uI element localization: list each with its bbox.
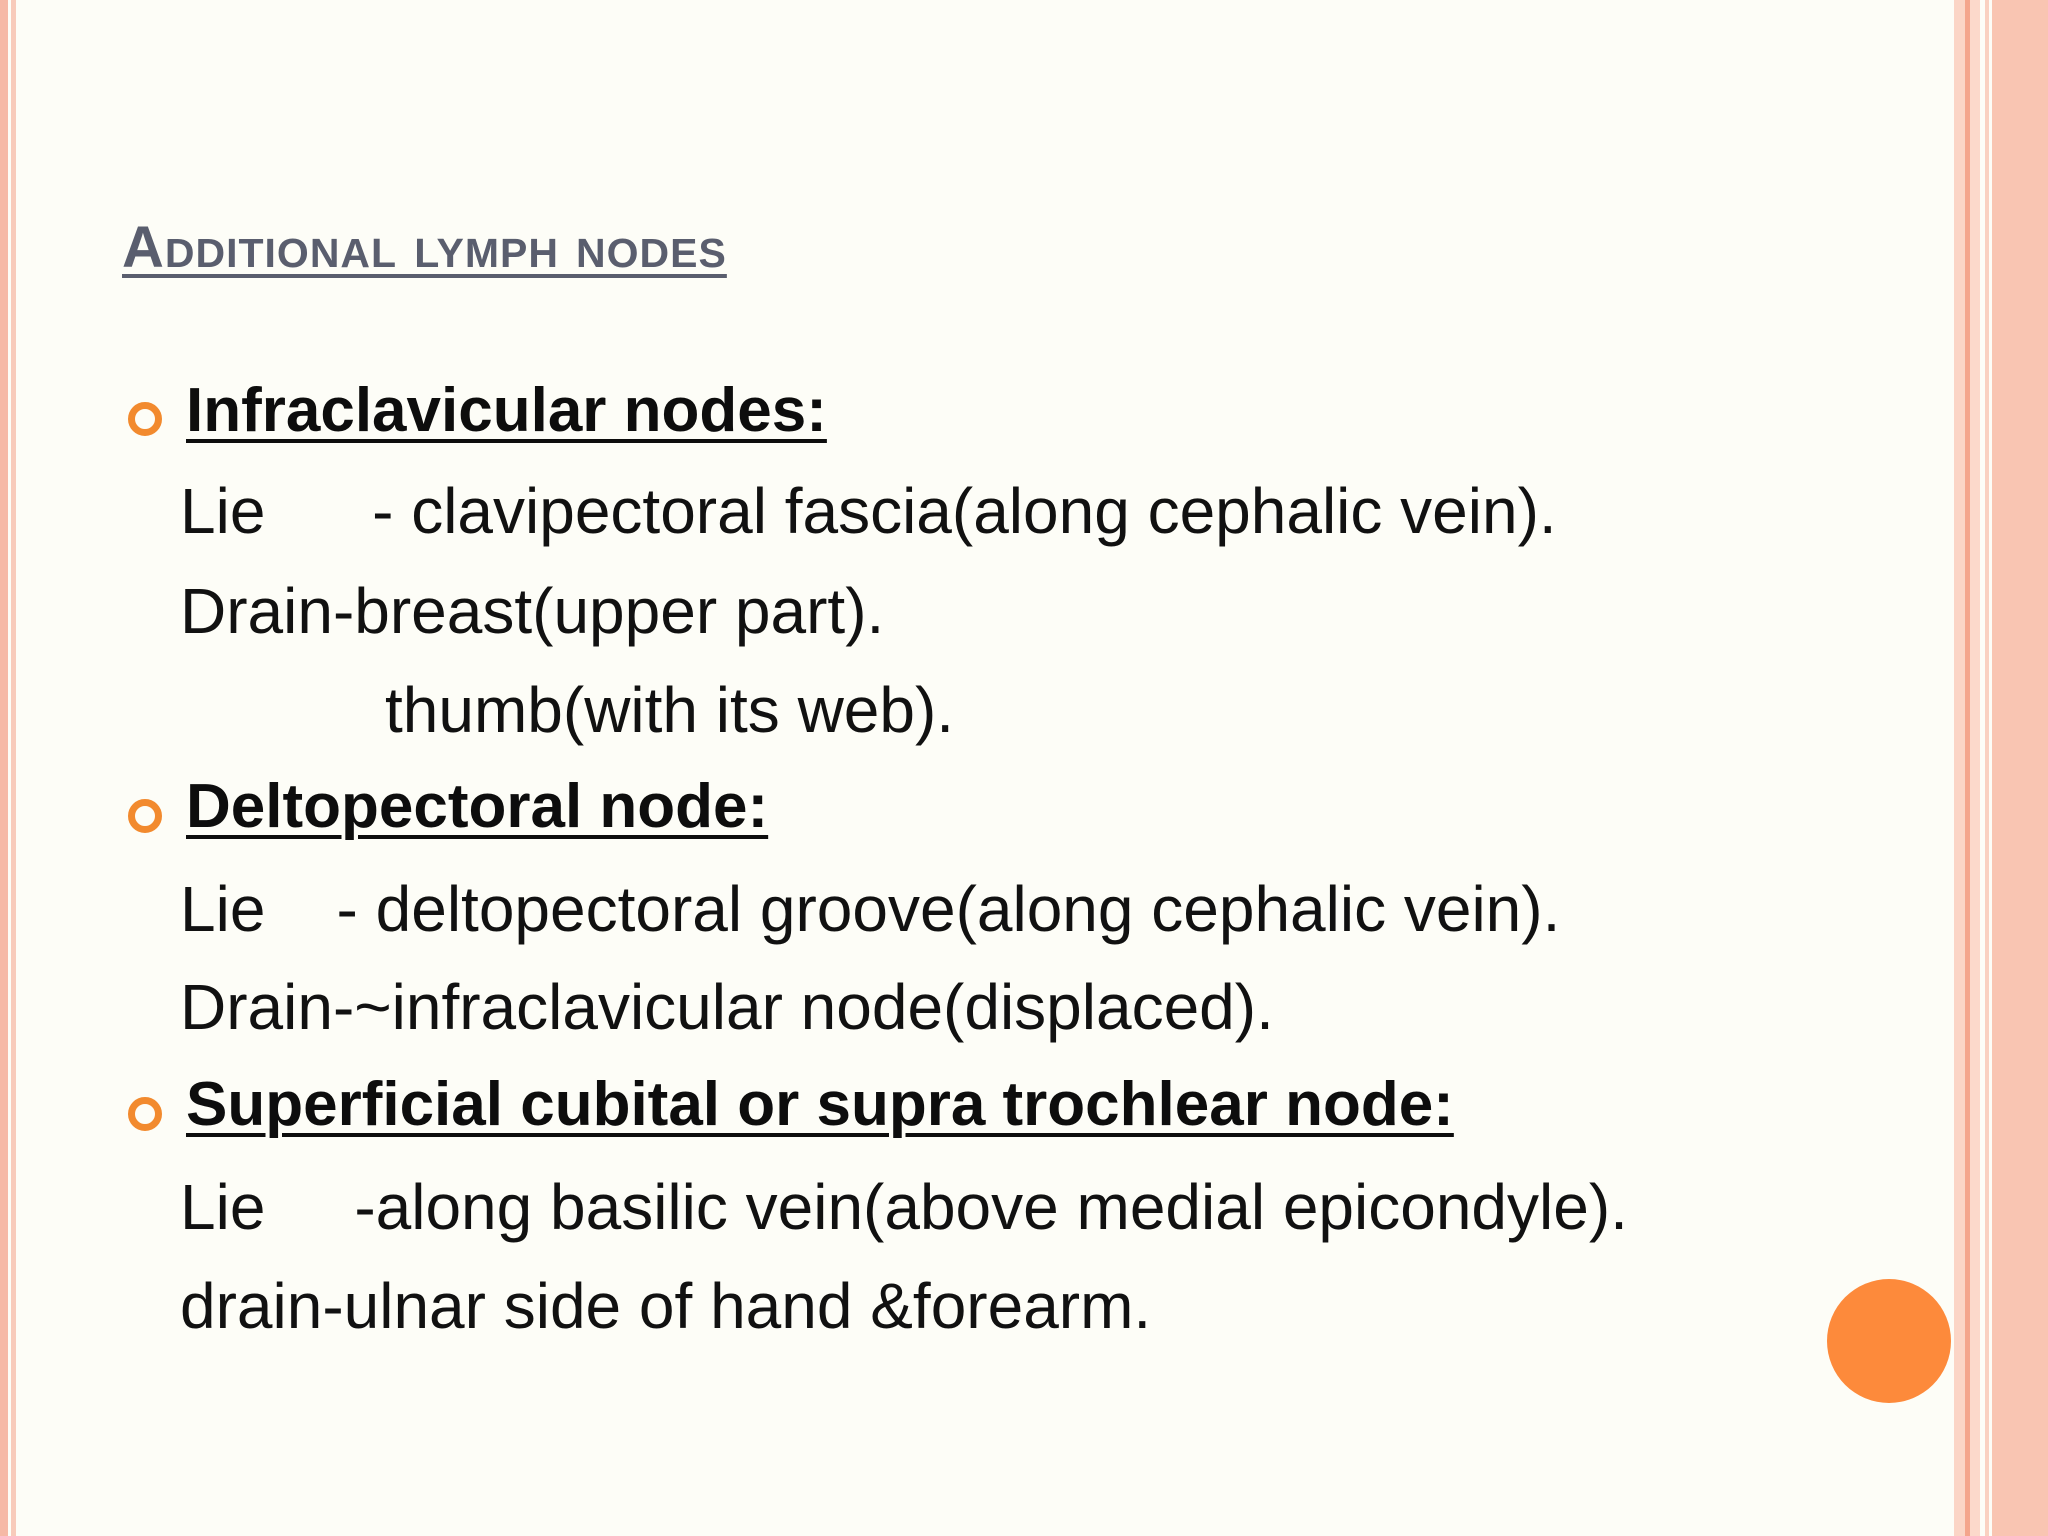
left-border-stripe-inner	[11, 0, 16, 1536]
right-border-band	[1992, 0, 2048, 1536]
bullet-icon	[128, 1097, 162, 1131]
section-heading-supratrochlear: Superficial cubital or supra trochlear node:	[186, 1070, 1454, 1139]
right-border-stripe	[1954, 0, 1965, 1536]
section-line: Drain-breast(upper part).	[180, 575, 885, 647]
section-line: thumb(with its web).	[385, 674, 955, 746]
slide-title: Additional lymph nodes	[122, 215, 727, 280]
section-line: Lie - clavipectoral fascia(along cephalic vein).	[180, 475, 1557, 547]
decorative-orange-circle	[1827, 1279, 1951, 1403]
right-border-stripe	[1985, 0, 1989, 1536]
right-border-stripe	[1970, 0, 1980, 1536]
section-heading-infraclavicular: Infraclavicular nodes:	[186, 376, 827, 445]
bullet-icon	[128, 402, 162, 436]
section-line: Drain-~infraclavicular node(displaced).	[180, 971, 1274, 1043]
section-line: Lie -along basilic vein(above medial epicondyle).	[180, 1171, 1628, 1243]
section-heading-deltopectoral: Deltopectoral node:	[186, 772, 769, 841]
left-border-stripe	[0, 0, 8, 1536]
section-line: Lie - deltopectoral groove(along cephalic vein).	[180, 873, 1561, 945]
section-line: drain-ulnar side of hand &forearm.	[180, 1270, 1152, 1342]
bullet-icon	[128, 799, 162, 833]
